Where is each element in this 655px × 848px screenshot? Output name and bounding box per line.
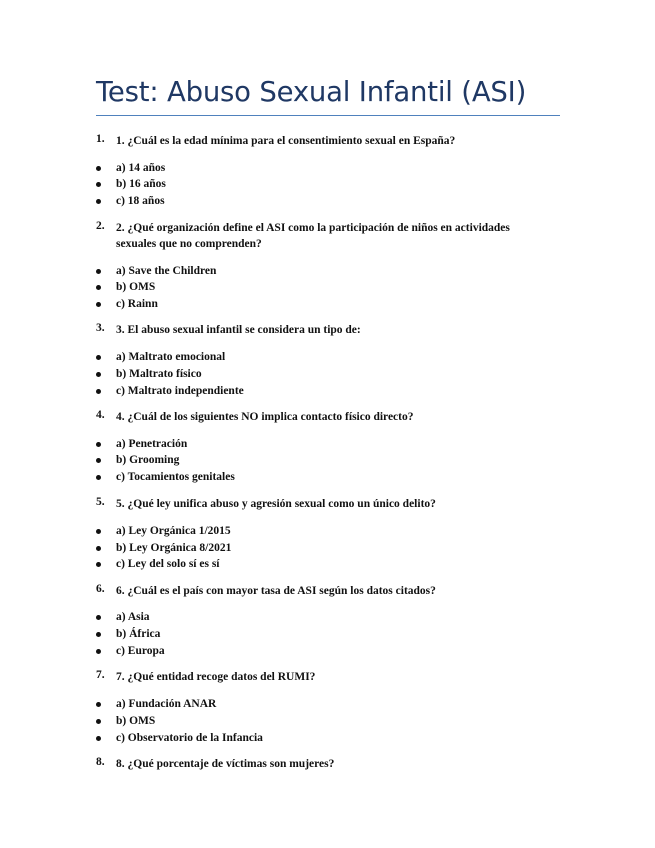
bullet-icon: [96, 166, 101, 171]
bullet-icon: [96, 458, 101, 463]
bullet-icon: [96, 736, 101, 741]
bullet-icon: [96, 199, 101, 204]
bullet-icon: [96, 649, 101, 654]
question-text: 1. ¿Cuál es la edad mínima para el consentimiento sexual en España?: [116, 135, 456, 147]
question-number: 8.: [96, 756, 105, 768]
document-page: Test: Abuso Sexual Infantil (ASI) 1. 1. ¿Cuál es la edad mínima para el consentimiento sexual en España? a) 14 años b) 16 años c) 18 años 2. 2. ¿Qué organización define el ASI como la participación de niños en actividades sexuales que no comprenden? a) Save the Children b) OMS c) Rainn 3. 3. El abuso sexual infantil se considera un tipo de: a) Maltrato emocional b) Maltrato físico c) Maltrato independiente 4. 4. ¿Cuál de los siguientes NO implica contacto físico directo? a) Penetración b) Grooming c) Tocamientos genitales 5. 5. ¿Qué ley unifica abuso y agresión sexual como un único delito? a) Ley Orgánica 1/2015 b) Ley Orgánica 8/2021 c) Ley del solo sí es sí 6. 6. ¿Cuál es el país con mayor tasa de ASI según los datos citados? a) Asia b) África c) Europa 7. 7. ¿Qué entidad recoge datos del RUMI? a) Fundación ANAR b) OMS c) Observatorio de la Infancia 8. 8. ¿Qué porcentaje de víctimas son mujeres?: [0, 0, 655, 848]
question-text: 7. ¿Qué entidad recoge datos del RUMI?: [116, 671, 316, 683]
question-number: 5.: [96, 496, 105, 508]
question-number: 3.: [96, 322, 105, 334]
bullet-icon: [96, 389, 101, 394]
bullet-icon: [96, 182, 101, 187]
bullet-icon: [96, 719, 101, 724]
bullet-icon: [96, 372, 101, 377]
bullet-icon: [96, 442, 101, 447]
bullet-icon: [96, 475, 101, 480]
bullet-icon: [96, 285, 101, 290]
question-text: 2. ¿Qué organización define el ASI como la participación de niños en actividades sexuales que no comprenden?: [116, 222, 510, 250]
bullet-icon: [96, 302, 101, 307]
question-text: 8. ¿Qué porcentaje de víctimas son mujeres?: [116, 758, 335, 770]
question-text: 5. ¿Qué ley unifica abuso y agresión sexual como un único delito?: [116, 498, 436, 510]
question-text: 4. ¿Cuál de los siguientes NO implica contacto físico directo?: [116, 411, 414, 423]
question-text: 6. ¿Cuál es el país con mayor tasa de ASI según los datos citados?: [116, 585, 436, 597]
page-title: Test: Abuso Sexual Infantil (ASI): [96, 76, 527, 108]
bullet-icon: [96, 546, 101, 551]
bullet-icon: [96, 269, 101, 274]
bullet-icon: [96, 632, 101, 637]
bullet-icon: [96, 355, 101, 360]
bullet-icon: [96, 529, 101, 534]
question-number: 2.: [96, 220, 105, 232]
question-number: 7.: [96, 669, 105, 681]
bullet-icon: [96, 562, 101, 567]
question-number: 4.: [96, 409, 105, 421]
title-underline: [96, 115, 560, 116]
question-number: 1.: [96, 133, 105, 145]
question-number: 6.: [96, 583, 105, 595]
bullet-icon: [96, 615, 101, 620]
bullet-icon: [96, 702, 101, 707]
question-text: 3. El abuso sexual infantil se considera un tipo de:: [116, 324, 361, 336]
